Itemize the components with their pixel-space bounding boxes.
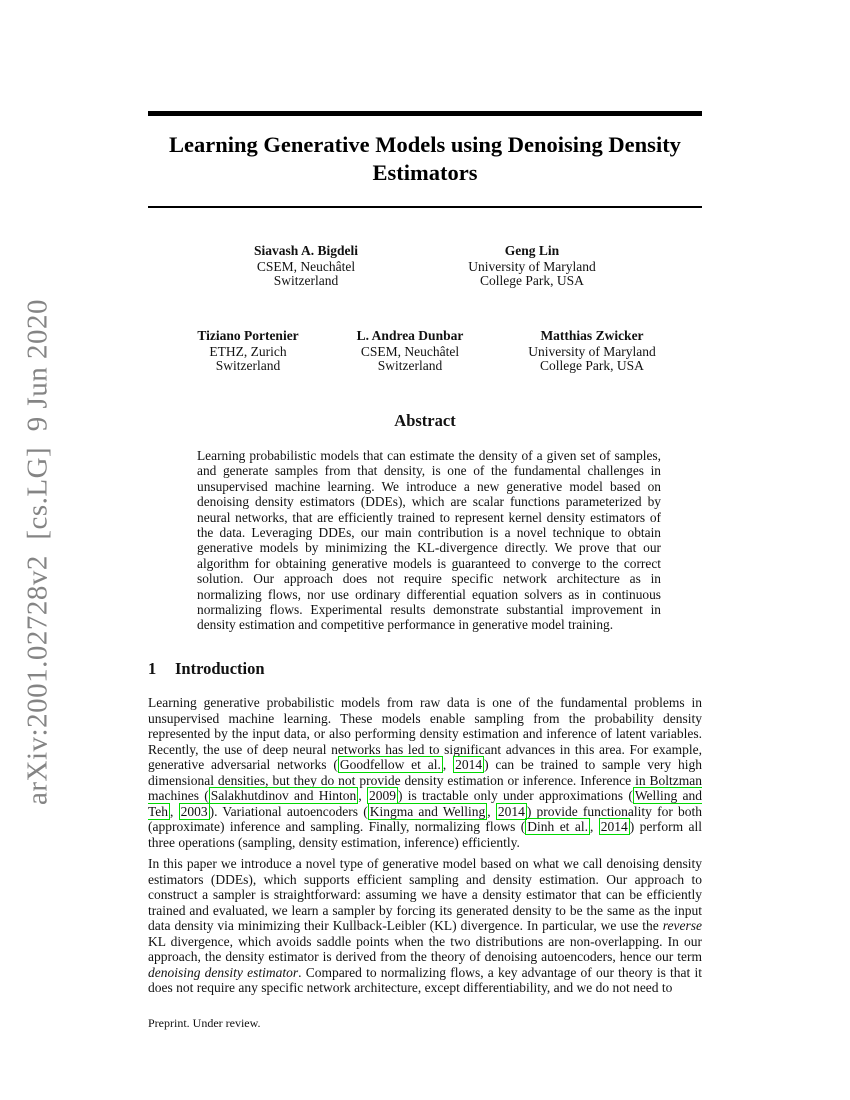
- body-text: ,: [170, 803, 179, 819]
- section-number: 1: [148, 659, 157, 678]
- abstract-text: Learning probabilistic models that can estimate the density of a given set of samples, and generate samples from that density, is one of the fundamental challenges in unsupervised machine learning. We introduce a new generative model based on denoising density estimators (DDEs), which are scalar functions parameterized by neural networks, that are efficiently trained to represent kernel density estimators of the data. Leveraging DDEs, our main contribution is a novel technique to obtain generative models by minimizing the KL-divergence directly. We prove that our algorithm for obtaining generative models is guaranteed to converge to the correct solution. Our approach does not require specific network architecture as in normalizing flows, nor use ordinary differential equation solvers as in continuous normalizing flows. Experimental results demonstrate substantial improvement in density estimation and competitive performance in generative model training.: [197, 448, 661, 633]
- body-text: ) can be trained to sample very high dimensional densities, but they do not provide density estimation or inference. Inference in Boltzman machines (: [148, 757, 702, 803]
- author-affiliation: University of Maryland: [468, 258, 596, 274]
- author-affiliation: Switzerland: [377, 358, 443, 373]
- body-text: ,: [487, 803, 496, 819]
- emphasis-text: reverse: [662, 918, 702, 933]
- author-affiliation: College Park, USA: [540, 358, 644, 373]
- author-affiliation: ETHZ, Zurich: [209, 343, 287, 359]
- author-name: Siavash A. Bigdeli: [254, 243, 358, 258]
- body-text: ,: [442, 757, 454, 772]
- author-name: Tiziano Portenier: [197, 328, 299, 343]
- author-affiliation: College Park, USA: [480, 273, 584, 288]
- body-text: ) provide functionality for both (approximate) inference and sampling. Finally, normalizing flows (: [148, 803, 702, 834]
- author-name: L. Andrea Dunbar: [356, 328, 464, 343]
- body-text: ). Variational autoencoders (: [209, 803, 368, 819]
- section-heading: [148, 659, 265, 679]
- citation-link[interactable]: 2014: [600, 819, 628, 834]
- body-text: ,: [358, 788, 367, 803]
- body-text: In this paper we introduce a novel type of generative model based on what we call denoising density estimators (DDEs), which supports efficient sampling and density estimation. Our approach to construct a sampler is straightforward: assuming we have a density estimator that can be efficiently trained and evaluated, we learn a sampler by forcing its generated density to be the same as the input data density via minimizing their Kullback-Leibler (KL) divergence. In particular, we use the: [148, 856, 702, 933]
- citation-link[interactable]: Welling and Teh: [148, 788, 703, 819]
- title-rule-bottom: [148, 206, 702, 208]
- author-affiliation: CSEM, Neuchâtel: [256, 258, 356, 274]
- citation-link[interactable]: Kingma and Welling: [369, 803, 486, 819]
- author-name: Matthias Zwicker: [540, 328, 644, 343]
- body-text: . Compared to normalizing flows, a key advantage of our theory is that it does not require any specific network architecture, except differentiability, and we do not need to: [148, 964, 702, 995]
- intro-paragraph-1: [148, 695, 702, 850]
- title-rule-top: [148, 111, 702, 116]
- author-block: [468, 244, 595, 289]
- emphasis-text: denoising density estimator: [148, 964, 299, 980]
- author-name: Geng Lin: [504, 243, 560, 258]
- section-title: Introduction: [175, 659, 265, 678]
- citation-link[interactable]: Salakhutdinov and Hinton: [210, 788, 357, 803]
- body-text: ) is tractable only under approximations (: [397, 788, 633, 803]
- author-block: [197, 329, 298, 374]
- citation-link[interactable]: 2014: [497, 803, 525, 819]
- author-block: [254, 244, 358, 289]
- body-text: Learning generative probabilistic models from raw data is one of the fundamental problems in unsupervised machine learning. These models enable sampling from the probability density represented by the input data, or also performing density estimation and inference of latent variables. Recently, the use of deep neural networks has led to significant advances in this area. For example, generative adversarial networks (: [148, 695, 702, 772]
- author-affiliation: Switzerland: [215, 358, 281, 373]
- citation-link[interactable]: 2014: [455, 757, 483, 772]
- citation-link[interactable]: Dinh et al.: [527, 819, 588, 834]
- citation-link[interactable]: 2003: [180, 803, 208, 819]
- author-affiliation: CSEM, Neuchâtel: [360, 343, 460, 359]
- intro-paragraph-2: [148, 856, 702, 996]
- abstract-heading: Abstract: [394, 411, 456, 430]
- arxiv-watermark: arXiv:2001.02728v2 [cs.LG] 9 Jun 2020: [21, 298, 54, 806]
- citation-link[interactable]: Goodfellow et al.: [339, 757, 441, 772]
- citation-link[interactable]: 2009: [368, 788, 396, 803]
- paper-title: Learning Generative Models using Denoising Density Estimators: [169, 132, 681, 185]
- author-affiliation: University of Maryland: [528, 343, 656, 359]
- body-text: ,: [589, 819, 599, 834]
- body-text: ) perform all three operations (sampling, density estimation, inference) efficiently.: [148, 819, 702, 850]
- body-text: KL divergence, which avoids saddle points when the two distributions are non-overlapping. In our approach, the density estimator is derived from the theory of denoising autoencoders, hence our term: [148, 933, 702, 964]
- author-block: [528, 329, 655, 374]
- footer-note: Preprint. Under review.: [148, 1016, 261, 1030]
- author-affiliation: Switzerland: [273, 273, 339, 288]
- author-block: [357, 329, 464, 374]
